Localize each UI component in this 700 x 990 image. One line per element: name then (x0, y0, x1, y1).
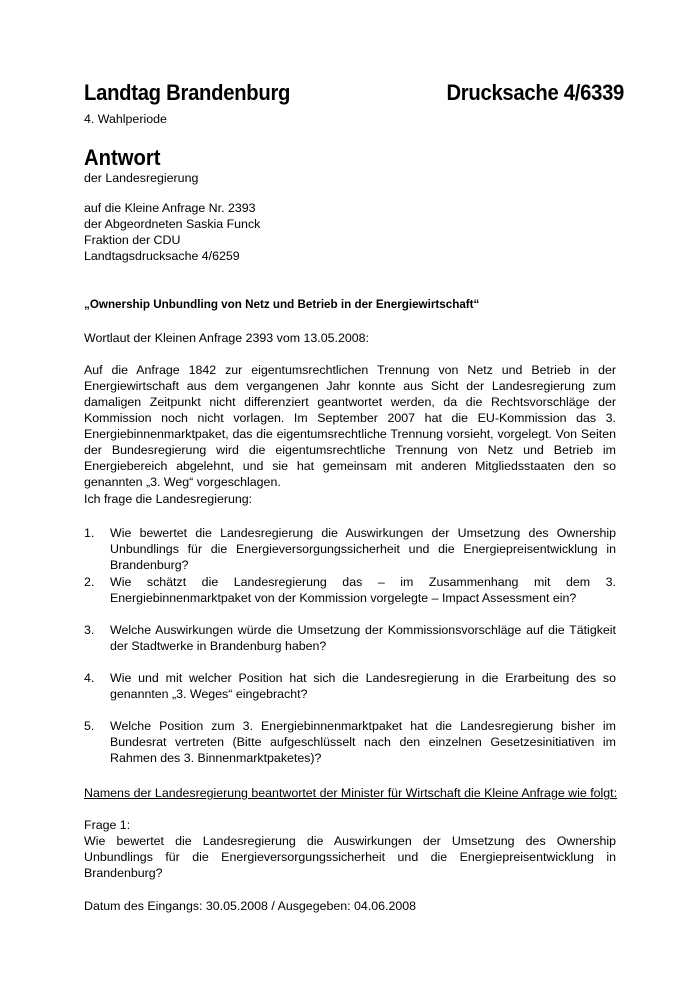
frage-1-label: Frage 1: (84, 818, 131, 832)
reference-line-1: auf die Kleine Anfrage Nr. 2393 (84, 201, 256, 215)
question-3 (84, 622, 616, 654)
frage-1-text: Wie bewertet die Landesregierung die Auswirkungen der Umsetzung des Ownership Unbundlings für die Energieversorgungssicherheit und die Energiepreisentwicklung in Brandenburg? (84, 834, 616, 880)
intro-paragraph: Auf die Anfrage 1842 zur eigentumsrechtlichen Trennung von Netz und Betrieb in der Energiewirtschaft aus dem vergangenen Jahr konnte aus Sicht der Landesregierung zum damaligen Zeitpunkt nicht differenziert geantwortet werden, da die Rechtsvorschläge der Kommission noch nicht vorlagen. Im September 2007 hat die EU-Kommission das 3. Energiebinnenmarktpaket, das die eigentumsrechtliche Trennung vorsieht, vorgelegt. Von Seiten der Bundesregierung wird die eigentumsrechtliche Trennung von Netz und Betrieb im Energiebereich abgelehnt, und sie hat gemeinsam mit anderen Mitgliedsstaaten den so genannten „3. Weg“ vorgeschlagen. (84, 363, 616, 489)
parliament-title: Landtag Brandenburg (84, 80, 291, 105)
question-number: 4. (84, 671, 95, 685)
question-text: Wie und mit welcher Position hat sich die Landesregierung in die Erarbeitung des so genannten „3. Weges“ eingebracht? (110, 671, 616, 701)
answer-subheading: der Landesregierung (84, 171, 199, 185)
question-text: Welche Auswirkungen würde die Umsetzung der Kommissionsvorschläge auf die Tätigkeit der Stadtwerke in Brandenburg haben? (110, 623, 616, 653)
question-number: 1. (84, 526, 95, 540)
question-number: 3. (84, 623, 95, 637)
question-number: 5. (84, 719, 95, 733)
question-5 (84, 718, 616, 766)
question-text: Wie bewertet die Landesregierung die Auswirkungen der Umsetzung des Ownership Unbundlings für die Energieversorgungssicherheit und die Energiepreisentwicklung in Brandenburg? (110, 526, 616, 572)
footer-dates: Datum des Eingangs: 30.05.2008 / Ausgegeben: 04.06.2008 (84, 899, 417, 913)
legislative-period: 4. Wahlperiode (84, 112, 167, 126)
reference-line-4: Landtagsdrucksache 4/6259 (84, 249, 240, 263)
wording-intro: Wortlaut der Kleinen Anfrage 2393 vom 13.05.2008: (84, 331, 369, 345)
document-title: „Ownership Unbundling von Netz und Betrieb in der Energiewirtschaft“ (84, 297, 480, 311)
question-text: Wie schätzt die Landesregierung das – im Zusammenhang mit dem 3. Energiebinnenmarktpaket von der Kommission vorgelegte – Impact Assessment ein? (110, 575, 616, 605)
reference-line-2: der Abgeordneten Saskia Funck (84, 217, 261, 231)
print-number: Drucksache 4/6339 (446, 80, 624, 105)
question-4 (84, 670, 616, 702)
minister-line: Namens der Landesregierung beantwortet der Minister für Wirtschaft die Kleine Anfrage wie folgt: (84, 786, 618, 800)
answer-heading: Antwort (84, 145, 161, 170)
question-text: Welche Position zum 3. Energiebinnenmarktpaket hat die Landesregierung bisher im Bundesrat vertreten (Bitte aufgeschlüsselt nach den einzelnen Gesetzesinitiativen im Rahmen des 3. Binnenmarktpaketes)? (110, 719, 616, 765)
question-1 (84, 525, 616, 573)
reference-line-3: Fraktion der CDU (84, 233, 181, 247)
question-2 (84, 574, 616, 606)
question-number: 2. (84, 575, 95, 589)
ask-line: Ich frage die Landesregierung: (84, 492, 253, 506)
